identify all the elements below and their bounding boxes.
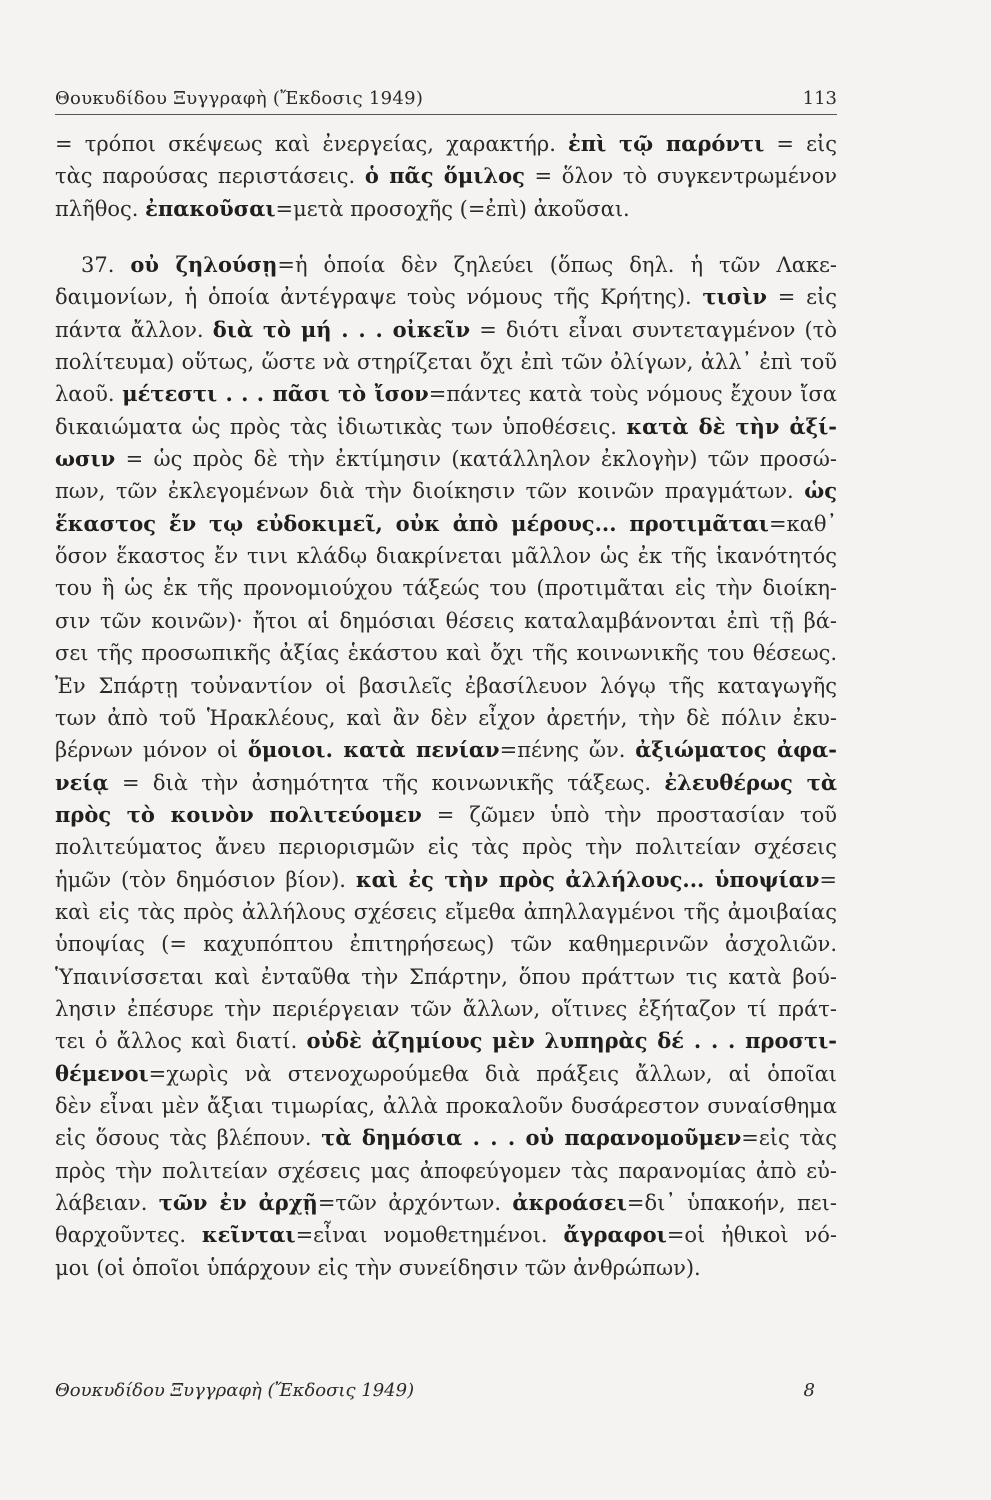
text-line: 37. οὐ ζηλούσῃ=ἡ ὁποία δὲν ζηλεύει (ὅπως δηλ. ἡ τῶν Λακε- (81, 252, 837, 278)
text-line: εἰς ὅσους τὰς βλέπουν. τὰ δημόσια . . . οὐ παρανομοῦμεν=εἰς τὰς (55, 1125, 837, 1151)
text-line: τει ὁ ἄλλος καὶ διατί. οὐδὲ ἀζημίους μὲν λυπηρὰς δέ . . . προστι- (55, 1028, 837, 1054)
lemma-term: τισὶν (702, 284, 767, 310)
text-line: νείᾳ = διὰ τὴν ἀσημότητα τῆς κοινωνικῆς τάξεως. ἐλευθέρως τὰ (55, 769, 837, 795)
text-line: Ἐν Σπάρτῃ τοὐναντίον οἱ βασιλεῖς ἐβασίλευον λόγῳ τῆς καταγωγῆς (55, 673, 837, 698)
text-line: δικαιώματα ὡς πρὸς τὰς ἰδιωτικὰς των ὑποθέσεις. κατὰ δὲ τὴν ἀξί- (55, 413, 837, 439)
lemma-term: μέτεστι . . . πᾶσι τὸ ἴσον (122, 381, 429, 407)
running-header (55, 88, 837, 115)
lemma-term: ἐπακοῦσαι (145, 195, 276, 221)
text-line: ἡμῶν (τὸν δημόσιον βίον). καὶ ἐς τὴν πρὸς ἀλλήλους... ὑποψίαν= (55, 866, 838, 892)
lemma-term: τῶν ἐν ἀρχῇ (158, 1190, 318, 1215)
text-line: καὶ εἰς τὰς πρὸς ἀλλήλους σχέσεις εἴμεθα ἀπηλλαγμένοι τῆς ἀμοιβαίας (55, 899, 837, 924)
text-line: σει τῆς προσωπικῆς ἀξίας ἑκάστου καὶ ὄχι τῆς κοινωνικῆς του θέσεως. (55, 641, 837, 666)
lemma-term: καὶ ἐς τὴν πρὸς ἀλλήλους... ὑποψίαν (355, 866, 820, 892)
running-footer (55, 1380, 815, 1410)
paragraph-gap (55, 225, 837, 249)
text-line: λάβειαν. τῶν ἐν ἀρχῇ=τῶν ἀρχόντων. ἀκροάσει=δι᾽ ὑπακοήν, πει- (55, 1190, 838, 1215)
lemma-term: κατὰ δὲ τὴν ἀξί- (626, 413, 837, 439)
text-line: πων, τῶν ἐκλεγομένων διὰ τὴν διοίκησιν τῶν κοινῶν πραγμάτων. ὡς (55, 478, 837, 504)
lemma-term: διὰ τὸ μή . . . οἰκεῖν (212, 316, 471, 342)
lemma-term: νείᾳ (55, 769, 109, 795)
text-line: λησιν ἐπέσυρε τὴν περιέργειαν τῶν ἄλλων, οἵτινες ἐξήταζον τί πράτ- (55, 996, 837, 1021)
text-line: του ἢ ὡς ἐκ τῆς προνομιούχου τάξεώς του (προτιμᾶται εἰς τὴν διοίκη- (55, 576, 837, 601)
text-line: Ὑπαινίσσεται καὶ ἐνταῦθα τὴν Σπάρτην, ὅπου πράττων τις κατὰ βού- (55, 964, 837, 989)
text-line: ἕκαστος ἔν τῳ εὐδοκιμεῖ, οὐκ ἀπὸ μέρους... προτιμᾶται=καθ᾽ (55, 510, 837, 536)
lemma-term: ωσιν (55, 446, 116, 472)
text-line: πολιτεύματος ἄνευ περιορισμῶν εἰς τὰς πρὸς τὴν πολιτείαν σχέσεις (55, 835, 837, 860)
lemma-term: οὐ ζηλούσῃ (130, 252, 278, 278)
text-line: θέμενοι=χωρὶς νὰ στενοχωρούμεθα διὰ πράξεις ἄλλων, αἱ ὁποῖαι (55, 1060, 837, 1086)
lemma-term: ἕκαστος ἔν τῳ εὐδοκιμεῖ, οὐκ ἀπὸ μέρους... προτιμᾶται (55, 510, 769, 536)
lemma-term: ἄγραφοι (563, 1222, 667, 1248)
lemma-term: πρὸς τὸ κοινὸν πολιτεύομεν (55, 801, 422, 827)
text-line: των ἀπὸ τοῦ Ἡρακλέους, καὶ ἂν δὲν εἶχον ἀρετήν, τὴν δὲ πόλιν ἐκυ- (55, 705, 837, 730)
text-line: πρὸς τὸ κοινὸν πολιτεύομεν = ζῶμεν ὑπὸ τὴν προστασίαν τοῦ (55, 801, 838, 827)
text-line: δὲν εἶναι μὲν ἄξιαι τιμωρίας, ἀλλὰ προκαλοῦν δυσάρεστον συναίσθημα (55, 1093, 837, 1118)
signature-mark: 8 (803, 1380, 815, 1401)
header-title: Θουκυδίδου Ξυγγραφὴ (Ἔκδοσις 1949) (55, 88, 424, 109)
text-line: = τρόποι σκέψεως καὶ ἐνεργείας, χαρακτήρ. ἐπὶ τῷ παρόντι = εἰς (55, 131, 837, 156)
text-line: ὅσον ἕκαστος ἔν τινι κλάδῳ διακρίνεται μᾶλλον ὡς ἐκ τῆς ἱκανότητός (55, 544, 837, 569)
text-line: ωσιν = ὡς πρὸς δὲ τὴν ἐκτίμησιν (κατάλληλον ἐκλογὴν) τῶν προσώ- (55, 446, 837, 472)
lemma-term: οὐδὲ ἀζημίους μὲν λυπηρὰς δέ . . . προστι- (306, 1028, 837, 1054)
text-line: θαρχοῦντες. κεῖνται=εἶναι νομοθετημένοι. ἄγραφοι=οἱ ἠθικοὶ νό- (55, 1222, 837, 1248)
lemma-term: ἐπὶ τῷ παρόντι (568, 131, 765, 156)
lemma-term: ὁ πᾶς ὅμιλος (364, 163, 525, 189)
page-number: 113 (802, 88, 837, 109)
text-line: βέρνων μόνον οἱ ὅμοιοι. κατὰ πενίαν=πένης ὤν. ἀξιώματος ἀφα- (55, 737, 837, 763)
lemma-term: θέμενοι (55, 1060, 149, 1086)
lemma-term: κεῖνται (201, 1222, 296, 1248)
text-line: ὑποψίας (= καχυπόπτου ἐπιτηρήσεως) τῶν καθημερινῶν ἀσχολιῶν. (55, 932, 837, 957)
lemma-term: τὰ δημόσια . . . οὐ παρανομοῦμεν (321, 1125, 742, 1151)
text-line: μοι (οἱ ὁποῖοι ὑπάρχουν εἰς τὴν συνείδησιν τῶν ἀνθρώπων). (55, 1255, 701, 1280)
lemma-term: ὡς (804, 478, 837, 504)
text-line: πρὸς τὴν πολιτείαν σχέσεις μας ἀποφεύγομεν τὰς παρανομίας ἀπὸ εὐ- (55, 1158, 837, 1183)
text-line: τὰς παρούσας περιστάσεις. ὁ πᾶς ὅμιλος = ὅλον τὸ συγκεντρωμένον (55, 163, 837, 189)
text-line: πλῆθος. ἐπακοῦσαι=μετὰ προσοχῆς (=ἐπὶ) ἀκοῦσαι. (55, 195, 630, 221)
text-line: σιν τῶν κοινῶν)· ἤτοι αἱ δημόσιαι θέσεις καταλαμβάνονται ἐπὶ τῇ βά- (55, 608, 837, 633)
text-line: δαιμονίων, ἡ ὁποία ἀντέγραψε τοὺς νόμους τῆς Κρήτης). τισὶν = εἰς (55, 284, 837, 310)
footer-title: Θουκυδίδου Ξυγγραφὴ (Ἔκδοσις 1949) (55, 1380, 415, 1401)
lemma-term: ὅμοιοι. κατὰ πενίαν (247, 737, 500, 763)
text-line: πάντα ἄλλον. διὰ τὸ μή . . . οἰκεῖν = διότι εἶναι συντεταγμένον (τὸ (55, 316, 837, 342)
lemma-term: ἀξιώματος ἀφα- (635, 737, 837, 763)
lemma-term: ἐλευθέρως τὰ (664, 769, 837, 795)
commentary-text (55, 128, 837, 1284)
text-line: πολίτευμα) οὕτως, ὥστε νὰ στηρίζεται ὄχι ἐπὶ τῶν ὀλίγων, ἀλλ᾽ ἐπὶ τοῦ (55, 350, 837, 375)
lemma-term: ἀκροάσει (512, 1190, 627, 1215)
text-line: λαοῦ. μέτεστι . . . πᾶσι τὸ ἴσον=πάντες κατὰ τοὺς νόμους ἔχουν ἴσα (55, 381, 837, 407)
